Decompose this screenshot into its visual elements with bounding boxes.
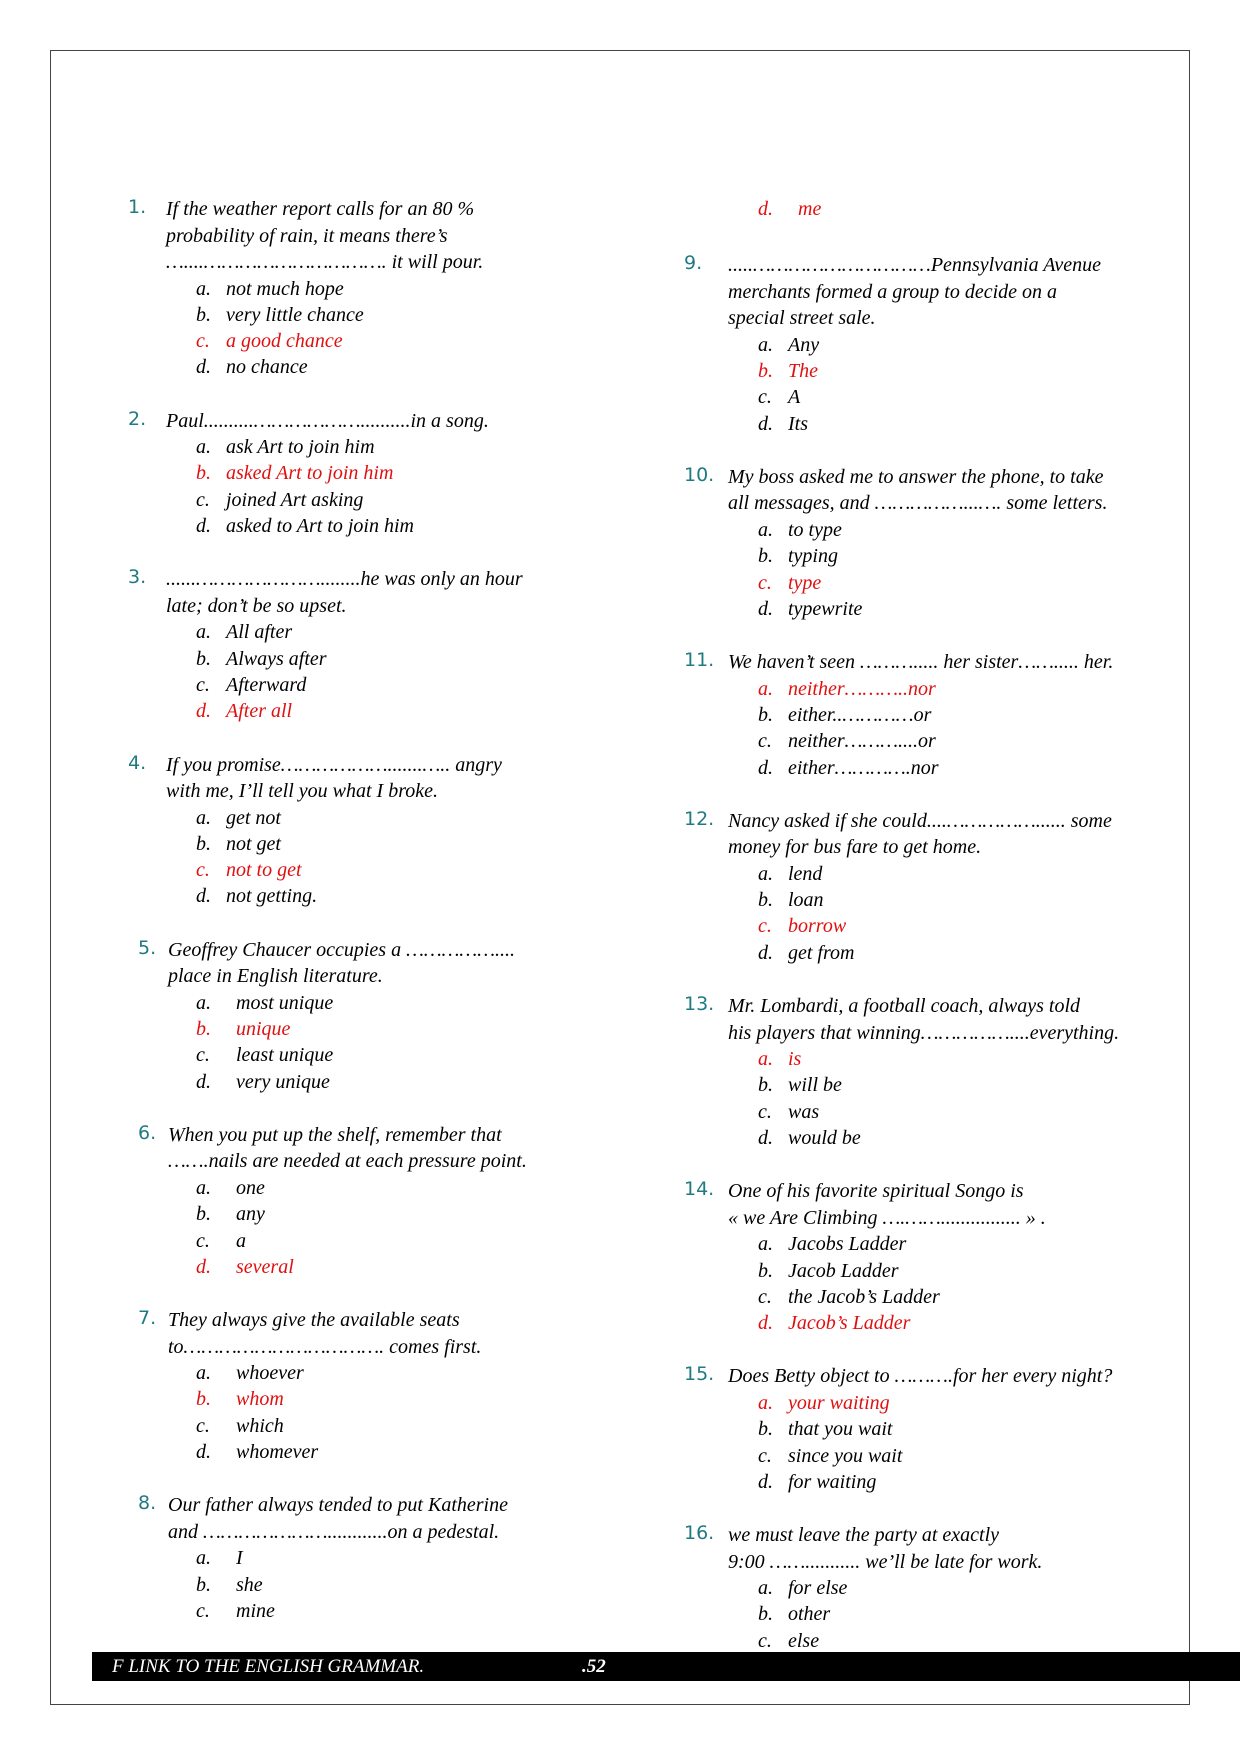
question-text bbox=[728, 993, 1179, 1046]
correct-option bbox=[196, 1386, 593, 1412]
option-text: not get bbox=[226, 832, 281, 855]
question-text bbox=[168, 1492, 593, 1545]
question-line: special street sale. bbox=[728, 307, 876, 330]
option-text: The bbox=[788, 360, 818, 383]
option bbox=[196, 276, 593, 302]
option-letter: b. bbox=[758, 545, 773, 568]
option-letter: c. bbox=[758, 1629, 772, 1652]
option-text: typing bbox=[788, 545, 838, 568]
question-number: 15. bbox=[684, 1363, 715, 1386]
option-text: not getting. bbox=[226, 885, 318, 908]
option-letter: c. bbox=[758, 915, 772, 938]
question-line: Our father always tended to put Katherine bbox=[168, 1494, 508, 1517]
correct-option bbox=[758, 196, 1179, 222]
option bbox=[758, 543, 1179, 569]
option bbox=[196, 1228, 593, 1254]
question-item bbox=[684, 252, 1179, 437]
question-text bbox=[728, 808, 1179, 861]
option-text: A bbox=[788, 386, 801, 409]
option-letter: b. bbox=[758, 1603, 773, 1626]
option-text: your waiting bbox=[788, 1391, 890, 1414]
option-text: since you wait bbox=[788, 1444, 903, 1467]
option-text: unique bbox=[236, 1018, 291, 1041]
option bbox=[758, 1099, 1179, 1125]
question-text bbox=[166, 408, 593, 435]
option-text: asked Art to join him bbox=[226, 462, 394, 485]
option bbox=[758, 1231, 1179, 1257]
option-text: one bbox=[236, 1176, 265, 1199]
option-text: would be bbox=[788, 1126, 861, 1149]
option-letter: a. bbox=[758, 1048, 773, 1071]
option bbox=[196, 1360, 593, 1386]
option-text: either………….nor bbox=[788, 756, 939, 779]
option bbox=[758, 1469, 1179, 1495]
option-text: Its bbox=[788, 412, 808, 435]
option bbox=[196, 487, 593, 513]
option-list bbox=[758, 517, 1179, 622]
option bbox=[196, 1069, 593, 1095]
option-text: Jacob’s Ladder bbox=[788, 1312, 911, 1335]
option-text: which bbox=[236, 1414, 284, 1437]
question-number: 4. bbox=[128, 751, 147, 774]
option bbox=[196, 1413, 593, 1439]
option-letter: b. bbox=[758, 1418, 773, 1441]
question-item bbox=[128, 566, 593, 724]
option-text: ask Art to join him bbox=[226, 436, 375, 459]
question-item bbox=[684, 808, 1179, 966]
option bbox=[758, 1575, 1179, 1601]
option-text: loan bbox=[788, 889, 824, 912]
option-letter: b. bbox=[196, 1203, 211, 1226]
option-letter: d. bbox=[758, 412, 773, 435]
option-letter: d. bbox=[196, 1255, 211, 1278]
question-line: place in English literature. bbox=[168, 965, 383, 988]
correct-option bbox=[758, 570, 1179, 596]
option bbox=[758, 887, 1179, 913]
option-letter: c. bbox=[758, 730, 772, 753]
option-letter: a. bbox=[758, 1233, 773, 1256]
option bbox=[758, 411, 1179, 437]
option bbox=[758, 1416, 1179, 1442]
option-letter: a. bbox=[196, 1362, 211, 1385]
option-letter: d. bbox=[196, 1441, 211, 1464]
correct-option bbox=[758, 913, 1179, 939]
option-text: any bbox=[236, 1203, 265, 1226]
option-list bbox=[758, 1575, 1179, 1654]
question-item bbox=[128, 196, 593, 381]
option-letter: d. bbox=[758, 1470, 773, 1493]
option-letter: c. bbox=[196, 1414, 210, 1437]
question-line: money for bus fare to get home. bbox=[728, 836, 982, 859]
option-text: most unique bbox=[236, 991, 334, 1014]
option-text: was bbox=[788, 1100, 820, 1123]
option-list bbox=[196, 434, 593, 539]
question-line: If the weather report calls for an 80 % bbox=[166, 198, 475, 220]
option bbox=[758, 728, 1179, 754]
option-letter: a. bbox=[758, 677, 773, 700]
option-letter: a. bbox=[758, 333, 773, 356]
question-number: 16. bbox=[684, 1522, 715, 1545]
option bbox=[758, 861, 1179, 887]
option-text: whomever bbox=[236, 1441, 319, 1464]
option-letter: a. bbox=[758, 862, 773, 885]
option bbox=[196, 1545, 593, 1571]
option bbox=[196, 1572, 593, 1598]
question-number: 8. bbox=[138, 1492, 157, 1515]
option-list bbox=[196, 805, 593, 910]
option bbox=[196, 883, 593, 909]
option bbox=[758, 517, 1179, 543]
option-text: Jacob Ladder bbox=[788, 1259, 899, 1282]
option bbox=[758, 1258, 1179, 1284]
option-text: typewrite bbox=[788, 597, 863, 620]
option-letter: b. bbox=[196, 1018, 211, 1041]
right-column bbox=[684, 196, 1179, 1681]
option-text: Always after bbox=[226, 647, 327, 670]
question-item bbox=[684, 649, 1179, 781]
question-line: ......…………………........he was only an hour bbox=[166, 568, 523, 591]
option-letter: c. bbox=[758, 386, 772, 409]
option-text: either..…………or bbox=[788, 703, 932, 726]
question-line: Geoffrey Chaucer occupies a …………….... bbox=[168, 938, 515, 961]
option-letter: d. bbox=[758, 597, 773, 620]
option bbox=[758, 1072, 1179, 1098]
question-number: 7. bbox=[138, 1307, 157, 1330]
option-letter: b. bbox=[196, 647, 211, 670]
option-letter: d. bbox=[758, 756, 773, 779]
question-item bbox=[128, 1307, 593, 1465]
option-letter: d. bbox=[196, 515, 211, 538]
option-text: a bbox=[236, 1229, 246, 1252]
option-text: joined Art asking bbox=[226, 488, 364, 511]
question-line: If you promise……………….......….. angry bbox=[166, 753, 502, 776]
option-letter: b. bbox=[196, 303, 211, 326]
option-text: else bbox=[788, 1629, 820, 1652]
question-item bbox=[128, 937, 593, 1095]
option-letter: a. bbox=[758, 1391, 773, 1414]
question-number: 12. bbox=[684, 807, 715, 830]
option-letter: d. bbox=[196, 885, 211, 908]
question-line: My boss asked me to answer the phone, to take bbox=[728, 465, 1104, 488]
option-list bbox=[758, 1390, 1179, 1495]
question-text bbox=[728, 252, 1179, 332]
question-item bbox=[684, 1178, 1179, 1336]
option bbox=[758, 384, 1179, 410]
option-letter: c. bbox=[758, 571, 772, 594]
option-list bbox=[196, 1360, 593, 1465]
option-letter: a. bbox=[196, 621, 211, 644]
question-line: « we Are Climbing ….……................ » . bbox=[728, 1206, 1046, 1229]
question-line: When you put up the shelf, remember that bbox=[168, 1123, 502, 1146]
option-text: type bbox=[788, 571, 822, 594]
option bbox=[196, 513, 593, 539]
question-line: Mr. Lombardi, a football coach, always told bbox=[728, 995, 1081, 1018]
option-letter: d. bbox=[758, 198, 773, 220]
option-text: that you wait bbox=[788, 1418, 893, 1441]
option-letter: b. bbox=[196, 1388, 211, 1411]
question-continuation bbox=[684, 196, 1179, 222]
footer-bar bbox=[92, 1652, 1240, 1681]
option-text: very little chance bbox=[226, 303, 364, 326]
option-text: lend bbox=[788, 862, 823, 885]
option-letter: d. bbox=[758, 1312, 773, 1335]
question-item bbox=[684, 993, 1179, 1151]
option-letter: b. bbox=[758, 889, 773, 912]
option-letter: c. bbox=[196, 1044, 210, 1067]
option bbox=[196, 302, 593, 328]
question-item bbox=[128, 408, 593, 540]
option bbox=[758, 940, 1179, 966]
option-text: whom bbox=[236, 1388, 284, 1411]
question-item bbox=[684, 1363, 1179, 1495]
option bbox=[758, 755, 1179, 781]
option bbox=[758, 1125, 1179, 1151]
option-text: neither………....or bbox=[788, 730, 936, 753]
footer-title: F LINK TO THE ENGLISH GRAMMAR. bbox=[112, 1656, 425, 1677]
option-letter: c. bbox=[196, 1229, 210, 1252]
option-text: will be bbox=[788, 1074, 842, 1097]
question-text bbox=[168, 1307, 593, 1360]
correct-option bbox=[758, 358, 1179, 384]
correct-option bbox=[196, 1254, 593, 1280]
question-text bbox=[728, 1178, 1179, 1231]
option-text: several bbox=[236, 1255, 294, 1278]
question-number: 11. bbox=[684, 649, 715, 672]
option-text: very unique bbox=[236, 1070, 330, 1093]
option-letter: a. bbox=[758, 518, 773, 541]
option-letter: b. bbox=[758, 1259, 773, 1282]
correct-option bbox=[758, 1046, 1179, 1072]
option bbox=[196, 831, 593, 857]
option-list bbox=[196, 276, 593, 381]
page-number: .52 bbox=[582, 1656, 606, 1677]
option-text: Afterward bbox=[226, 673, 307, 696]
question-number: 1. bbox=[128, 196, 147, 218]
option-text: get from bbox=[788, 941, 855, 964]
question-line: we must leave the party at exactly bbox=[728, 1524, 1000, 1547]
question-text bbox=[728, 1363, 1179, 1390]
question-number: 3. bbox=[128, 566, 147, 589]
option-letter: d. bbox=[758, 941, 773, 964]
option bbox=[758, 1628, 1179, 1654]
option-list bbox=[196, 990, 593, 1095]
option-letter: d. bbox=[196, 356, 211, 379]
option bbox=[196, 354, 593, 380]
option-list bbox=[758, 676, 1179, 781]
question-text bbox=[728, 649, 1179, 676]
option bbox=[196, 1439, 593, 1465]
option-text: me bbox=[798, 198, 822, 220]
question-line: 9:00 ……........... we’ll be late for work. bbox=[728, 1550, 1043, 1573]
question-line: .....…………………………Pennsylvania Avenue bbox=[728, 254, 1101, 277]
option-text: not much hope bbox=[226, 277, 344, 300]
question-text bbox=[168, 937, 593, 990]
option-text: for waiting bbox=[788, 1470, 877, 1493]
option-text: for else bbox=[788, 1577, 848, 1600]
question-line: One of his favorite spiritual Songo is bbox=[728, 1180, 1024, 1203]
question-line: Paul..........………………..........in a song. bbox=[166, 409, 489, 432]
option-letter: d. bbox=[758, 1126, 773, 1149]
option-text: neither………..nor bbox=[788, 677, 936, 700]
question-text bbox=[166, 752, 593, 805]
option-letter: a. bbox=[196, 436, 211, 459]
question-number: 14. bbox=[684, 1178, 715, 1201]
option-letter: d. bbox=[196, 1070, 211, 1093]
question-text bbox=[166, 566, 593, 619]
option-text: whoever bbox=[236, 1362, 304, 1385]
option-letter: c. bbox=[758, 1444, 772, 1467]
question-line: and …………………............on a pedestal. bbox=[168, 1520, 500, 1543]
option bbox=[196, 1042, 593, 1068]
option-letter: c. bbox=[196, 1599, 210, 1622]
option-text: the Jacob’s Ladder bbox=[788, 1285, 940, 1308]
option-text: borrow bbox=[788, 915, 847, 938]
option-letter: a. bbox=[196, 806, 211, 829]
option bbox=[196, 990, 593, 1016]
option-text: get not bbox=[226, 806, 281, 829]
correct-option bbox=[196, 460, 593, 486]
option-letter: c. bbox=[196, 673, 210, 696]
option-text: All after bbox=[226, 621, 293, 644]
option-text: she bbox=[236, 1573, 263, 1596]
correct-option bbox=[758, 676, 1179, 702]
question-text bbox=[728, 464, 1179, 517]
option-letter: b. bbox=[196, 462, 211, 485]
question-line: to……………………………. comes first. bbox=[168, 1335, 482, 1358]
option-letter: c. bbox=[758, 1100, 772, 1123]
option-list bbox=[196, 1175, 593, 1280]
option-letter: b. bbox=[196, 1573, 211, 1596]
correct-option bbox=[758, 1310, 1179, 1336]
correct-option bbox=[196, 328, 593, 354]
question-line: They always give the available seats bbox=[168, 1309, 460, 1332]
option-list bbox=[196, 619, 593, 724]
option bbox=[196, 434, 593, 460]
question-number: 2. bbox=[128, 407, 147, 430]
option-text: Any bbox=[788, 333, 820, 356]
option-letter: d. bbox=[196, 700, 211, 723]
option-text: Jacobs Ladder bbox=[788, 1233, 907, 1256]
question-text bbox=[168, 1122, 593, 1175]
option-letter: b. bbox=[758, 1074, 773, 1097]
question-item bbox=[684, 1522, 1179, 1654]
option bbox=[758, 702, 1179, 728]
option bbox=[758, 1601, 1179, 1627]
option-letter: b. bbox=[758, 703, 773, 726]
question-text bbox=[728, 1522, 1179, 1575]
question-line: merchants formed a group to decide on a bbox=[728, 280, 1058, 303]
option-list bbox=[758, 196, 1179, 222]
option bbox=[758, 1284, 1179, 1310]
option-letter: a. bbox=[196, 1176, 211, 1199]
option-text: other bbox=[788, 1603, 831, 1626]
question-number: 13. bbox=[684, 993, 715, 1016]
question-item bbox=[128, 752, 593, 910]
question-number: 9. bbox=[684, 252, 703, 275]
question-line: We haven’t seen ………..... her sister……..... her. bbox=[728, 651, 1114, 674]
question-line: late; don’t be so upset. bbox=[166, 594, 347, 617]
option-letter: b. bbox=[758, 360, 773, 383]
option-letter: b. bbox=[196, 832, 211, 855]
option-text: is bbox=[788, 1048, 802, 1071]
question-number: 5. bbox=[138, 936, 157, 959]
option-list bbox=[196, 1545, 593, 1624]
option-text: least unique bbox=[236, 1044, 334, 1067]
correct-option bbox=[758, 1390, 1179, 1416]
option-letter: c. bbox=[196, 488, 210, 511]
question-line: probability of rain, it means there’s bbox=[166, 224, 448, 247]
option-letter: c. bbox=[758, 1285, 772, 1308]
option bbox=[758, 596, 1179, 622]
option-text: no chance bbox=[226, 356, 308, 379]
correct-option bbox=[196, 857, 593, 883]
question-number: 6. bbox=[138, 1121, 157, 1144]
option-text: mine bbox=[236, 1599, 275, 1622]
option bbox=[758, 1443, 1179, 1469]
option-letter: a. bbox=[196, 277, 211, 300]
question-line: …....…………………………. it will pour. bbox=[166, 251, 484, 273]
question-line: Nancy asked if she could....……………...... some bbox=[728, 809, 1112, 832]
option bbox=[196, 1175, 593, 1201]
option bbox=[758, 332, 1179, 358]
option-letter: a. bbox=[758, 1577, 773, 1600]
option-letter: a. bbox=[196, 1547, 211, 1570]
question-item bbox=[684, 464, 1179, 622]
option bbox=[196, 619, 593, 645]
left-column bbox=[128, 196, 593, 1651]
correct-option bbox=[196, 698, 593, 724]
question-line: his players that winning……………....everything. bbox=[728, 1021, 1120, 1044]
question-item bbox=[128, 1122, 593, 1280]
option bbox=[196, 672, 593, 698]
option-text: not to get bbox=[226, 859, 302, 882]
option-text: to type bbox=[788, 518, 842, 541]
question-line: Does Betty object to ……….for her every night? bbox=[728, 1365, 1113, 1388]
option-list bbox=[758, 1231, 1179, 1336]
question-item bbox=[128, 1492, 593, 1624]
option-letter: a. bbox=[196, 991, 211, 1014]
option-list bbox=[758, 861, 1179, 966]
option bbox=[196, 805, 593, 831]
correct-option bbox=[196, 1016, 593, 1042]
option bbox=[196, 646, 593, 672]
option-list bbox=[758, 1046, 1179, 1151]
option bbox=[196, 1598, 593, 1624]
question-line: with me, I’ll tell you what I broke. bbox=[166, 780, 438, 803]
option bbox=[196, 1201, 593, 1227]
option-text: After all bbox=[226, 700, 293, 723]
option-letter: c. bbox=[196, 859, 210, 882]
option-text: I bbox=[236, 1547, 243, 1570]
option-text: asked to Art to join him bbox=[226, 515, 414, 538]
option-text: a good chance bbox=[226, 330, 343, 353]
question-text bbox=[166, 196, 593, 276]
question-line: all messages, and ……………...…. some letters. bbox=[728, 492, 1108, 515]
option-list bbox=[758, 332, 1179, 437]
question-line: …….nails are needed at each pressure point. bbox=[168, 1150, 527, 1173]
option-letter: c. bbox=[196, 330, 210, 353]
question-number: 10. bbox=[684, 463, 715, 486]
